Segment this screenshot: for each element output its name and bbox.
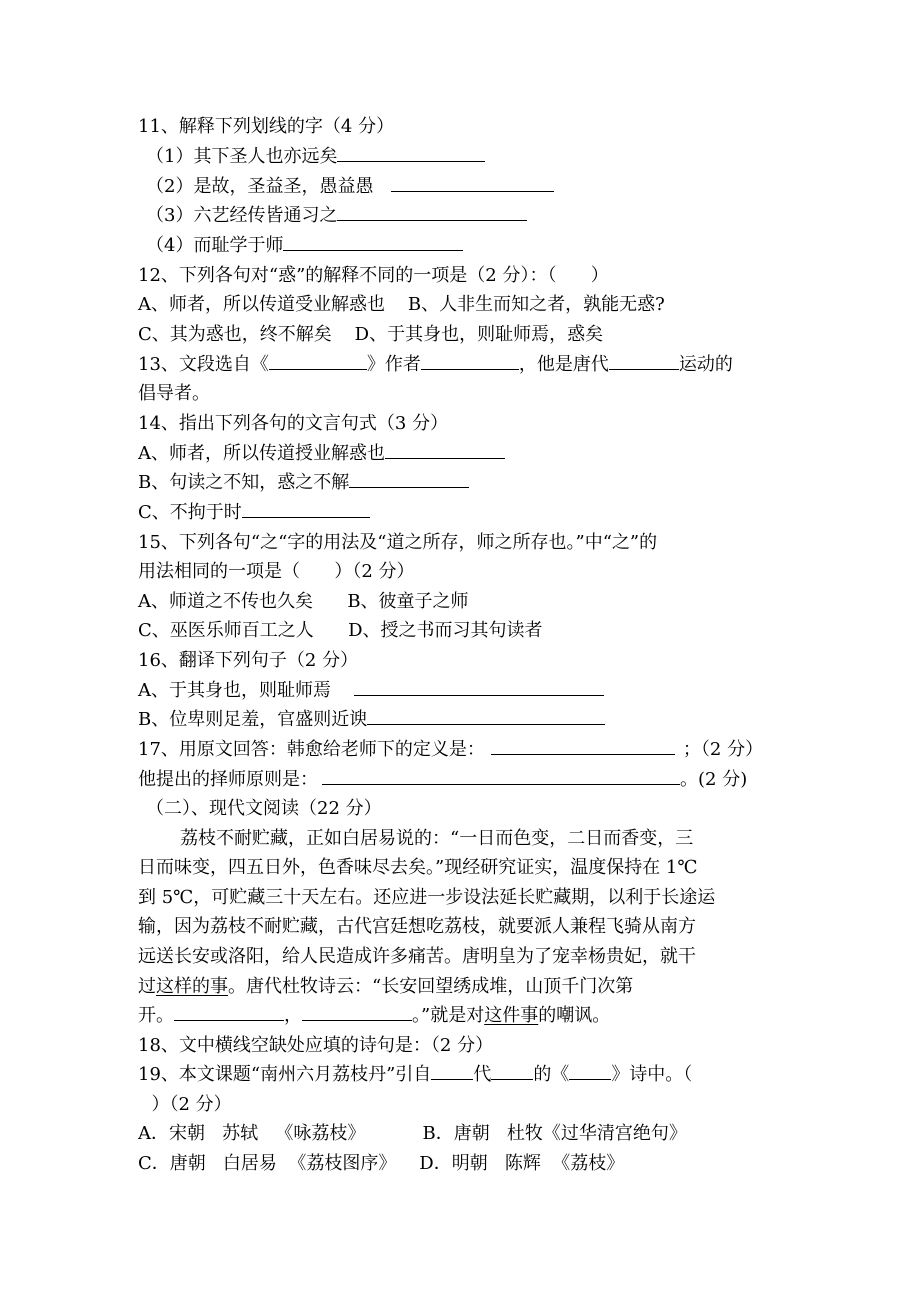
q19-text-2: 代	[473, 1064, 492, 1085]
q14-item-a	[138, 440, 505, 468]
q19-text-1: 19、本文课题“南州六月荔枝丹”引自	[138, 1064, 432, 1085]
q19-line-1	[138, 1061, 692, 1089]
q11-item-4-blank[interactable]	[283, 232, 463, 251]
q11-title: 11、解释下列划线的字（4 分）	[138, 116, 395, 137]
q16-item-a-blank[interactable]	[354, 677, 604, 696]
q16-item-b-text: B、位卑则足羞，官盛则近谀	[138, 709, 368, 730]
underlined-phrase: 这样的事	[156, 976, 228, 997]
q14-item-a-text: A、师者，所以传道授业解惑也	[138, 443, 385, 464]
q16-item-b	[138, 706, 605, 734]
passage-text: 。”就是对	[412, 1005, 485, 1026]
q13-text-4: 运动的	[678, 354, 733, 375]
q16-item-a	[138, 677, 604, 705]
q19-blank-dynasty[interactable]	[431, 1061, 473, 1080]
passage-line-5: 远送长安或洛阳，给人民造成许多痛苦。唐明皇为了宠幸杨贵妃，就干	[138, 946, 696, 967]
q11-item-4-text: （4）而耻学于师	[146, 235, 284, 256]
q15-line-1: 15、下列各句“之“字的用法及“道之所存，师之所存也。”中“之”的	[138, 532, 658, 553]
q19-options-ab: A．宋朝 苏轼 《咏荔枝》 B．唐朝 杜牧《过华清宫绝句》	[138, 1123, 687, 1144]
q14-item-b-text: B、句读之不知，惑之不解	[138, 472, 350, 493]
q13-text-2: 》作者	[366, 354, 421, 375]
q19-line-2: ）（2 分）	[140, 1094, 232, 1115]
q14-item-b	[138, 469, 469, 497]
q17-text-3: 他提出的择师原则是：	[138, 769, 318, 790]
q17-blank-definition[interactable]	[491, 736, 675, 755]
passage-text: ，	[284, 1005, 302, 1026]
q14-item-c	[138, 499, 370, 527]
q11-item-4	[146, 232, 463, 260]
poem-blank-2[interactable]	[302, 1002, 412, 1021]
q13-line-2: 倡导者。	[138, 383, 210, 404]
passage-text: 过	[138, 976, 156, 997]
q11-item-3	[146, 202, 527, 230]
q17-text-4: 。(2 分)	[680, 769, 748, 790]
q17-blank-principle[interactable]	[322, 766, 680, 785]
section-2-title: （二）、现代文阅读（22 分）	[146, 798, 382, 819]
q11-item-1-blank[interactable]	[337, 143, 485, 162]
q16-title: 16、翻译下列句子（2 分）	[138, 650, 359, 671]
passage-line-2: 日而味变，四五日外，色香味尽去矣。”现经研究证实，温度保持在 1℃	[138, 857, 698, 878]
q13-blank-author[interactable]	[421, 351, 519, 370]
passage-line-6	[138, 973, 633, 1001]
q17-text-2: ；（2 分）	[682, 739, 764, 760]
passage-line-3: 到 5℃，可贮藏三十天左右。还应进一步设法延长贮藏期，以利于长途运	[138, 887, 716, 908]
q13-blank-title[interactable]	[269, 351, 367, 370]
passage-text: 的嘲讽。	[538, 1005, 611, 1026]
passage-text: 。唐代杜牧诗云：“长安回望绣成堆，山顶千门次第	[228, 976, 634, 997]
q13-text-3: ，他是唐代	[518, 354, 609, 375]
q17-text-1: 17、用原文回答：韩愈给老师下的定义是：	[138, 739, 485, 760]
q14-item-c-blank[interactable]	[242, 499, 370, 518]
q15-options-cd: C、巫医乐师百工之人 D、授之书而习其句读者	[138, 620, 543, 641]
q13-blank-movement[interactable]	[609, 351, 679, 370]
q11-item-2	[146, 173, 554, 201]
q14-item-a-blank[interactable]	[385, 440, 505, 459]
passage-line-7	[138, 1002, 610, 1030]
q15-line-2: 用法相同的一项是（ ）（2 分）	[138, 561, 415, 582]
q13-text-1: 13、文段选自《	[138, 354, 269, 375]
q15-options-ab: A、师道之不传也久矣 B、彼童子之师	[138, 591, 469, 612]
q17-line-1	[138, 736, 763, 764]
q14-title: 14、指出下列各句的文言句式（3 分）	[138, 413, 449, 434]
passage-line-1: 荔枝不耐贮藏，正如白居易说的：“一日而色变，二日而香变，三	[180, 828, 694, 849]
q19-options-cd: C．唐朝 白居易 《荔枝图序》 D．明朝 陈辉 《荔枝》	[138, 1153, 625, 1174]
q11-item-2-blank[interactable]	[391, 173, 554, 192]
q16-item-b-blank[interactable]	[367, 706, 605, 725]
q19-blank-poet[interactable]	[491, 1061, 533, 1080]
q16-item-a-text: A、于其身也，则耻师焉	[138, 680, 354, 701]
q11-item-1-text: （1）其下圣人也亦远矣	[146, 146, 338, 167]
q19-text-4: 》诗中。（	[611, 1064, 693, 1085]
q11-item-3-blank[interactable]	[337, 202, 527, 221]
q12-title: 12、下列各句对“惑”的解释不同的一项是（2 分）：（ ）	[138, 265, 609, 286]
q12-options-cd: C、其为惑也，终不解矣 D、于其身也，则耻师焉，惑矣	[138, 324, 604, 345]
q19-text-3: 的《	[533, 1064, 570, 1085]
q18-title: 18、文中横线空缺处应填的诗句是：（2 分）	[138, 1035, 494, 1056]
underlined-phrase: 这件事	[484, 1005, 539, 1026]
q13-line-1	[138, 351, 733, 379]
q19-blank-poem[interactable]	[569, 1061, 611, 1080]
passage-line-4: 输，因为荔枝不耐贮藏，古代宫廷想吃荔枝，就要派人兼程飞骑从南方	[138, 916, 696, 937]
q14-item-c-text: C、不拘于时	[138, 502, 242, 523]
q12-options-ab: A、师者，所以传道受业解惑也 B、人非生而知之者，孰能无惑?	[138, 294, 665, 315]
poem-blank-1[interactable]	[174, 1002, 284, 1021]
q17-line-2	[138, 766, 747, 794]
q11-item-1	[146, 143, 485, 171]
q14-item-b-blank[interactable]	[349, 469, 469, 488]
q11-item-3-text: （3）六艺经传皆通习之	[146, 205, 338, 226]
passage-text: 开。	[138, 1005, 174, 1026]
q11-item-2-text: （2）是故，圣益圣，愚益愚	[146, 176, 380, 197]
